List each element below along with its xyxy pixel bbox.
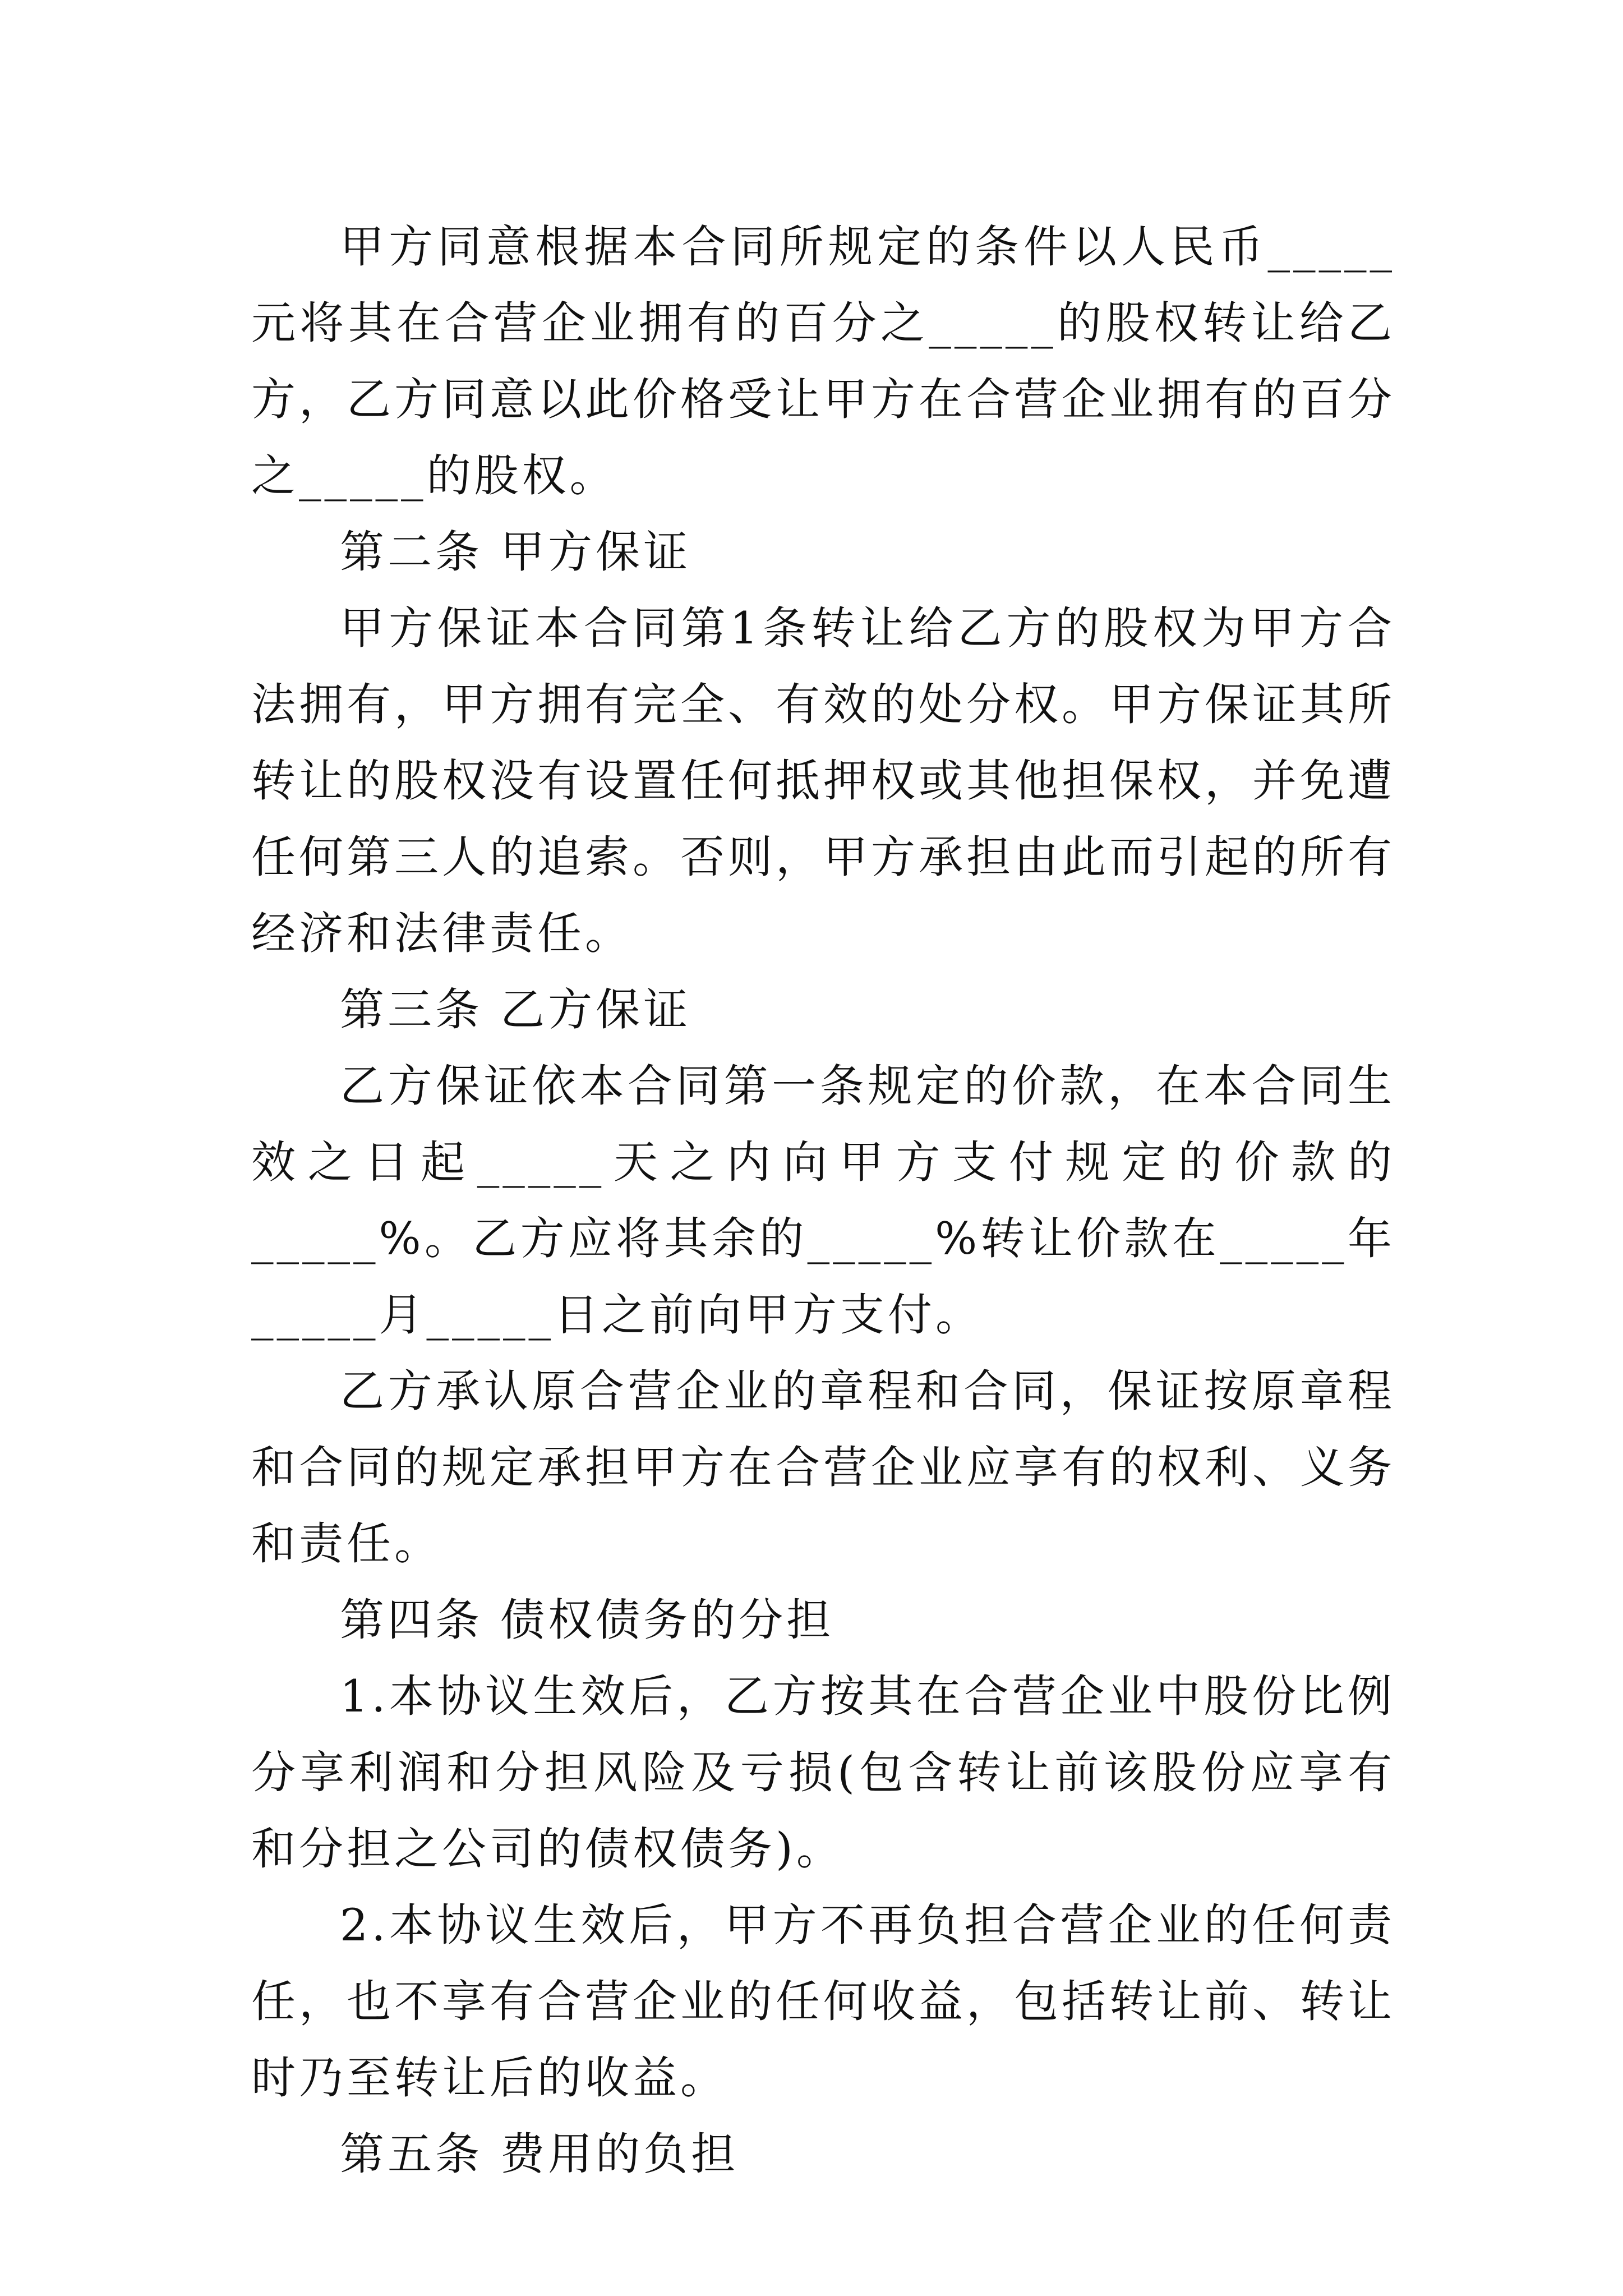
heading-article-3: 第三条 乙方保证 xyxy=(340,984,691,1036)
paragraph-debt-sharing-2: 2.本协议生效后，甲方不再负担合营企业的任何责任，也不享有合营企业的任何收益，包括转让前、转让时乃至转让后的收益。 xyxy=(251,1899,1395,2104)
paragraph-equity-transfer-terms: 甲方同意根据本合同所规定的条件以人民币_____元将其在合营企业拥有的百分之_____的股权转让给乙方，乙方同意以此价格受让甲方在合营企业拥有的百分之_____的股权。 xyxy=(251,221,1395,501)
paragraph-party-b-acknowledgement: 乙方承认原合营企业的章程和合同，保证按原章程和合同的规定承担甲方在合营企业应享有的权利、义务和责任。 xyxy=(251,1365,1395,1570)
heading-article-2: 第二条 甲方保证 xyxy=(340,526,691,578)
paragraph-party-a-guarantee: 甲方保证本合同第1条转让给乙方的股权为甲方合法拥有，甲方拥有完全、有效的处分权。甲方保证其所转让的股权没有设置任何抵押权或其他担保权，并免遭任何第三人的追索。否则，甲方承担由此而引起的所有经济和法律责任。 xyxy=(251,602,1395,959)
paragraph-payment-terms: 乙方保证依本合同第一条规定的价款，在本合同生效之日起_____天之内向甲方支付规定的价款的_____%。乙方应将其余的_____%转让价款在_____年_____月_____日之前向甲方支付。 xyxy=(251,1060,1395,1341)
heading-article-4: 第四条 债权债务的分担 xyxy=(340,1594,834,1646)
heading-article-5: 第五条 费用的负担 xyxy=(340,2128,739,2180)
paragraph-debt-sharing-1: 1.本协议生效后，乙方按其在合营企业中股份比例分享利润和分担风险及亏损(包含转让前该股份应享有和分担之公司的债权债务)。 xyxy=(251,1671,1395,1875)
document-page xyxy=(251,209,1395,2192)
